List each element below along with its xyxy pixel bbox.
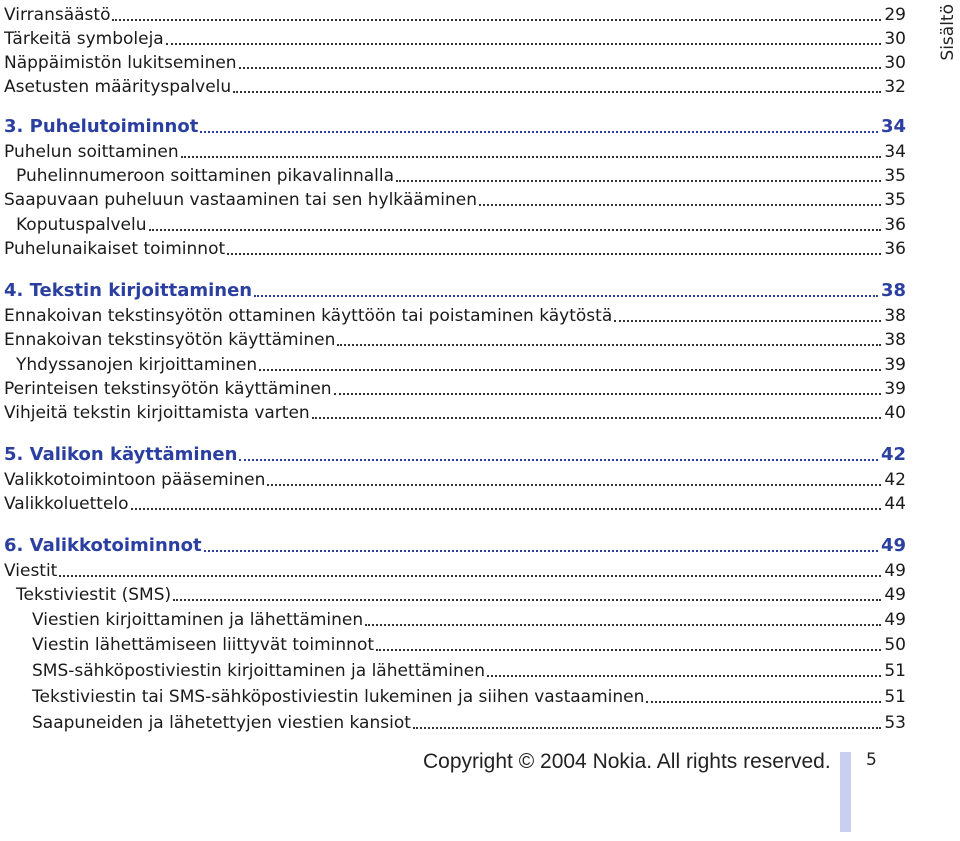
toc-chapter-6[interactable]	[4, 533, 906, 557]
dot-leader	[239, 459, 878, 461]
toc-entry-page: 40	[884, 403, 906, 423]
toc-chapter-4[interactable]	[4, 278, 906, 302]
toc-entry-tarkeita-symboleja[interactable]	[4, 26, 906, 50]
toc-entry-viestien-kirjoittaminen[interactable]	[32, 607, 906, 631]
toc-entry-page: 36	[884, 239, 906, 259]
toc-entry-page: 32	[884, 77, 906, 97]
toc-entry-asetusten-maarityspalvelu[interactable]	[4, 74, 906, 98]
copyright-notice: Copyright © 2004 Nokia. All rights reserved.	[423, 750, 831, 773]
toc-entry-title: Vihjeitä tekstin kirjoittamista varten	[4, 403, 310, 423]
dot-leader	[149, 229, 881, 231]
toc-entry-title: Ennakoivan tekstinsyötön ottaminen käyttöön tai poistaminen käytöstä	[4, 306, 613, 326]
dot-leader	[59, 575, 881, 577]
toc-entry-koputuspalvelu[interactable]	[16, 212, 906, 236]
toc-entry-page: 51	[884, 661, 906, 681]
page-tab-bar	[840, 752, 851, 832]
toc-entry-title: Virransäästö	[4, 5, 111, 25]
dot-leader	[365, 624, 881, 626]
toc-entry-page: 51	[884, 687, 906, 707]
toc-entry-title: Perinteisen tekstinsyötön käyttäminen	[4, 379, 332, 399]
toc-entry-title: Saapuvaan puheluun vastaaminen tai sen hylkääminen	[4, 190, 477, 210]
toc-entry-title: 6. Valikkotoiminnot	[4, 535, 202, 556]
dot-leader	[239, 67, 881, 69]
toc-entry-title: SMS-sähköpostiviestin kirjoittaminen ja lähettäminen	[32, 661, 485, 681]
toc-entry-pikavalinta[interactable]	[16, 163, 906, 187]
dot-leader	[376, 649, 881, 651]
toc-entry-valikkoluettelo[interactable]	[4, 491, 906, 515]
toc-entry-title: Puhelinnumeroon soittaminen pikavalinnalla	[16, 166, 395, 186]
dot-leader	[479, 204, 881, 206]
dot-leader	[646, 701, 881, 703]
toc-entry-title: Tekstiviestin tai SMS-sähköpostiviestin lukeminen ja siihen vastaaminen	[32, 687, 645, 707]
toc-entry-page: 30	[884, 29, 906, 49]
toc-entry-virransaasto[interactable]	[4, 2, 906, 26]
toc-entry-title: Koputuspalvelu	[16, 215, 147, 235]
dot-leader	[337, 344, 881, 346]
toc-entry-title: Asetusten määrityspalvelu	[4, 77, 232, 97]
toc-entry-title: 4. Tekstin kirjoittaminen	[4, 280, 253, 301]
toc-entry-title: Viestin lähettämiseen liittyvät toiminnot	[32, 635, 375, 655]
toc-entry-title: 3. Puhelutoiminnot	[4, 116, 199, 137]
dot-leader	[312, 417, 881, 419]
toc-entry-title: Puhelun soittaminen	[4, 142, 179, 162]
toc-entry-vihjeita[interactable]	[4, 400, 906, 424]
toc-entry-title: Valikkoluettelo	[4, 494, 129, 514]
toc-chapter-5[interactable]	[4, 442, 906, 466]
dot-leader	[204, 550, 878, 552]
toc-entry-title: Yhdyssanojen kirjoittaminen	[16, 355, 258, 375]
dot-leader	[413, 727, 881, 729]
section-side-label: Sisältö	[938, 4, 958, 61]
dot-leader	[396, 180, 881, 182]
toc-entry-page: 36	[884, 215, 906, 235]
toc-entry-yhdyssanat[interactable]	[16, 352, 906, 376]
toc-entry-page: 38	[880, 280, 906, 301]
toc-entry-title: Tekstiviestit (SMS)	[16, 585, 172, 605]
toc-entry-title: 5. Valikon käyttäminen	[4, 444, 238, 465]
toc-entry-page: 49	[880, 535, 906, 556]
toc-entry-sms-sahkoposti[interactable]	[32, 658, 906, 682]
toc-entry-title: Ennakoivan tekstinsyötön käyttäminen	[4, 330, 336, 350]
toc-entry-page: 49	[884, 561, 906, 581]
toc-entry-page: 42	[880, 444, 906, 465]
toc-entry-title: Saapuneiden ja lähetettyjen viestien kansiot	[32, 713, 411, 733]
dot-leader	[334, 393, 881, 395]
toc-entry-page: 49	[884, 585, 906, 605]
toc-entry-page: 34	[884, 142, 906, 162]
dot-leader	[267, 484, 881, 486]
dot-leader	[112, 19, 881, 21]
dot-leader	[614, 320, 881, 322]
toc-entry-title: Puhelunaikaiset toiminnot	[4, 239, 226, 259]
toc-entry-page: 42	[884, 470, 906, 490]
toc-entry-page: 39	[884, 379, 906, 399]
toc-entry-viestin-lahettaminen[interactable]	[32, 632, 906, 656]
toc-entry-title: Tärkeitä symboleja	[4, 29, 164, 49]
toc-entry-page: 53	[884, 713, 906, 733]
page-number: 5	[866, 750, 877, 770]
toc-entry-title: Valikkotoimintoon pääseminen	[4, 470, 266, 490]
toc-entry-nappaimiston-lukitseminen[interactable]	[4, 50, 906, 74]
dot-leader	[233, 91, 881, 93]
dot-leader	[173, 599, 881, 601]
toc-entry-page: 44	[884, 494, 906, 514]
toc-entry-page: 35	[884, 190, 906, 210]
dot-leader	[200, 131, 878, 133]
toc-entry-tekstiviestin-lukeminen[interactable]	[32, 684, 906, 708]
toc-entry-page: 38	[884, 330, 906, 350]
toc-entry-page: 34	[880, 116, 906, 137]
toc-entry-puhelunaikaiset-toiminnot[interactable]	[4, 236, 906, 260]
toc-entry-viestit[interactable]	[4, 558, 906, 582]
toc-chapter-3[interactable]	[4, 114, 906, 138]
toc-entry-page: 35	[884, 166, 906, 186]
toc-entry-perinteinen-syotto[interactable]	[4, 376, 906, 400]
dot-leader	[254, 295, 878, 297]
toc-entry-page: 29	[884, 5, 906, 25]
toc-entry-tekstiviestit[interactable]	[16, 582, 906, 606]
dot-leader	[227, 253, 881, 255]
toc-entry-page: 39	[884, 355, 906, 375]
toc-entry-title: Viestit	[4, 561, 58, 581]
toc-entry-ennakoiva-kayttaminen[interactable]	[4, 327, 906, 351]
dot-leader	[259, 369, 881, 371]
toc-entry-page: 49	[884, 610, 906, 630]
dot-leader	[487, 675, 881, 677]
toc-entry-page: 50	[884, 635, 906, 655]
dot-leader	[131, 508, 881, 510]
toc-entry-page: 30	[884, 53, 906, 73]
dot-leader	[181, 156, 881, 158]
toc-entry-title: Näppäimistön lukitseminen	[4, 53, 237, 73]
toc-entry-page: 38	[884, 306, 906, 326]
toc-entry-valikkotoimintoon[interactable]	[4, 467, 906, 491]
toc-entry-ennakoiva-kayttoon[interactable]	[4, 303, 906, 327]
dot-leader	[166, 43, 881, 45]
toc-entry-saapuva-puhelu[interactable]	[4, 187, 906, 211]
toc-entry-title: Viestien kirjoittaminen ja lähettäminen	[32, 610, 364, 630]
toc-entry-kansiot[interactable]	[32, 710, 906, 734]
toc-entry-puhelun-soittaminen[interactable]	[4, 139, 906, 163]
